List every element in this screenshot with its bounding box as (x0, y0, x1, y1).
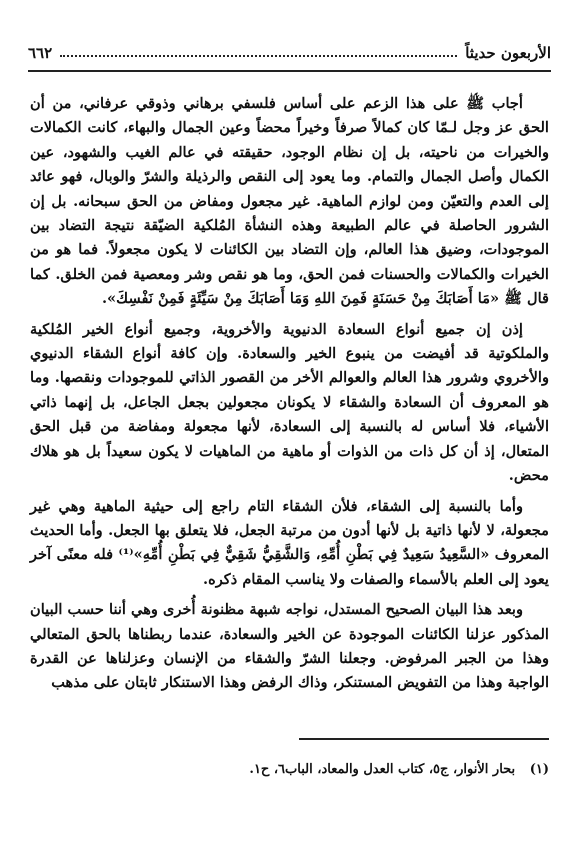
footnote-number: (١) (529, 762, 549, 777)
paragraph-1: أجاب ﷺ على هذا الزعم على أساس فلسفي برهاني وذوقي عرفاني، من أن الحق عز وجل لـمّا كان كمالاً صرفاً وخيراً محضاً وعين الجمال والبهاء، كانت الكمالات والخيرات من ناحيته، بل إن نظام الوجود، حقيقته في عالم الغيب والشهود، عين الكمال وأصل الجمال والتمام. وما يعود إلى النقص والرذيلة والشرّ والوبال، فهو عائد إلى العدم والتعيّن ومن لوازم الماهية. غير مجعول ومفاض من الحق سبحانه. بل إن الشرور الحاصلة في عالم الطبيعة وهذه النشأة المُلكية الضيّقة نتيجة التضاد بين الموجودات، وضيق هذا العالم، وإن التضاد بين الكائنات لا يكون مجعولاً. فما هو من الخيرات والكمالات والحسنات فمن الحق، وما هو نقص وشر ومعصية فمن الخلق. كما قال ﷺ «مَا أَصَابَكَ مِنْ حَسَنَةٍ فَمِنَ اللهِ وَمَا أَصَابَكَ مِنْ سَيِّئَةٍ فَمِنْ نَفْسِكَ». (30, 95, 549, 308)
page-header (28, 38, 551, 68)
page-number: ٦٦٢ (28, 44, 53, 62)
paragraph-2: إذن إن جميع أنواع السعادة الدنيوية والأخروية، وجميع أنواع الخير المُلكية والملكوتية قد أفيضت من ينبوع الخير والسعادة. وإن كافة أنواع الشقاء الدنيوي والأخروي وشرور هذا العالم والعوالم الأخر من القصور الذاتي للموجودات ونقصها. وما هو المعروف أن السعادة والشقاء لا يكونان مجعولين بجعل الجاعل، بل إنهما ذاتي الأشياء، فلا أساس له بالنسبة إلى السعادة، لأنها مجعولة ومفاضة من قبل الحق المتعال، إذ أن كل ذات من الذوات أو ماهية من الماهيات لا يكون سعيداً بل هو هلاك محض. (30, 320, 549, 485)
main-text (30, 92, 549, 702)
footnote (30, 760, 549, 780)
header-dot-leader (60, 55, 457, 57)
header-rule (28, 70, 551, 72)
paragraph-4: وبعد هذا البيان الصحيح المستدل، نواجه شبهة مظنونة أُخرى وهي أننا حسب البيان المذكور عزلنا الكائنات الموجودة عن الخير والسعادة، عندما ربطناها بالحق المتعالي وهذا من الجبر المرفوض. وجعلنا الشرّ والشقاء من الإنسان وعزلناها عن القدرة الواجبة وهذا من التفويض المستنكر، وذاك الرفض وهذا الاستنكار ثابتان على مذهب (30, 601, 549, 692)
running-title: الأربعون حديثاً (465, 44, 551, 62)
paragraph-3: وأما بالنسبة إلى الشقاء، فلأن الشقاء التام راجع إلى حيثية الماهية وهي غير مجعولة، لا لأنها ذاتية بل لأنها أدون من مرتبة الجعل، فلا يتعلق بها الجعل. وأما الحديث المعروف «السَّعِيدُ سَعِيدٌ فِي بَطْنِ أُمِّهِ، وَالشَّقِيُّ شَقِيٌّ فِي بَطْنِ أُمِّهِ»⁽¹⁾ فله معنًى آخر يعود إلى العلم بالأسماء والصفات ولا يناسب المقام ذكره. (30, 497, 549, 588)
footnote-text: بحار الأنوار، ج٥، كتاب العدل والمعاد، الباب٦، ح١. (249, 762, 516, 777)
footnote-rule (299, 738, 549, 740)
